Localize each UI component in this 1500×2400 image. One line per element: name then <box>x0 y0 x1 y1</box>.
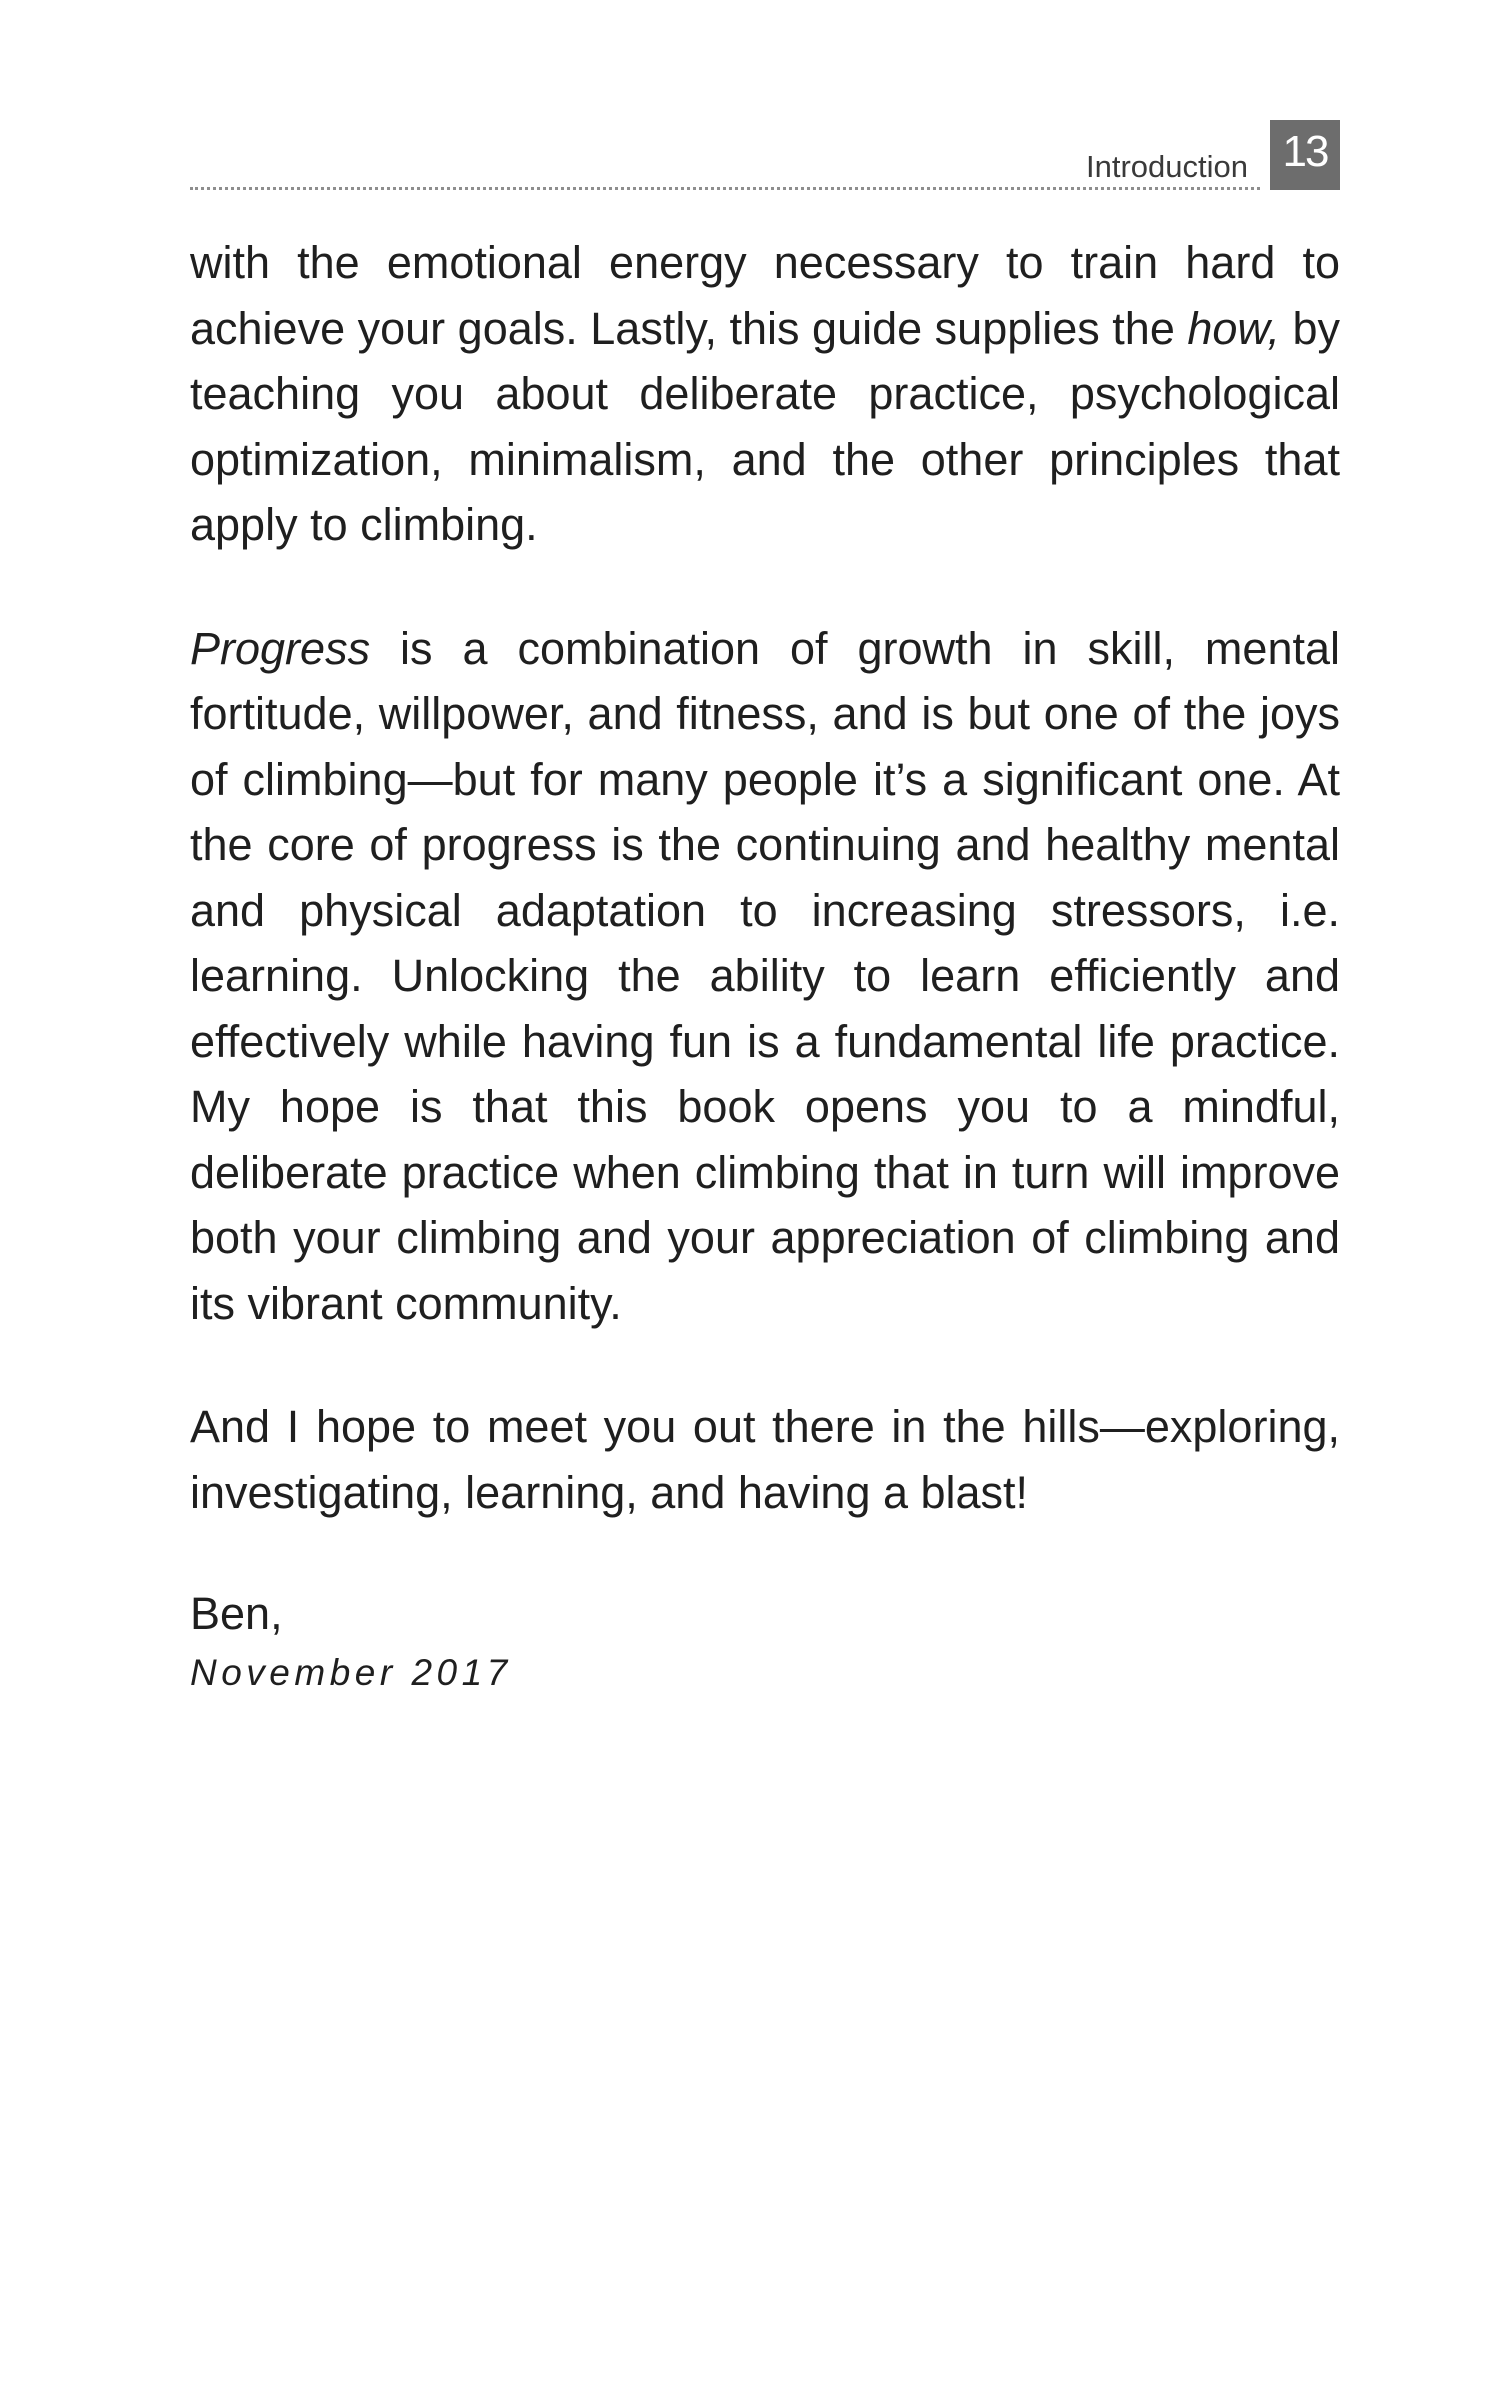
paragraph-1-emphasis: how, <box>1187 302 1280 354</box>
running-header <box>190 120 1340 192</box>
body-text <box>190 230 1340 1701</box>
paragraph-1-text-a: with the emotional energy necessary to train hard to achieve your goals. Lastly, this guide supplies the <box>190 237 1340 354</box>
paragraph-2-text: is a combination of growth in skill, mental fortitude, willpower, and fitness, and is but one of the joys of climbing—but for many people it’s a significant one. At the core of progress is the continuing and healthy mental and physical adaptation to increasing stressors, i.e. learning. Unlocking the ability to learn efficiently and effectively while having fun is a fundamental life practice. My hope is that this book opens you to a mindful, deliberate practice when climbing that in turn will improve both your climbing and your appreciation of climbing and its vibrant community. <box>190 622 1340 1329</box>
header-dotted-rule <box>190 187 1260 190</box>
paragraph-3 <box>190 1394 1340 1525</box>
paragraph-1 <box>190 230 1340 558</box>
paragraph-3-text: And I hope to meet you out there in the hills—exploring, investigating, learning, and having a blast! <box>190 1401 1340 1518</box>
date-line: November 2017 <box>190 1652 512 1693</box>
section-title: Introduction <box>1086 149 1248 184</box>
signoff: Ben, <box>190 1588 283 1639</box>
paragraph-2-emphasis: Progress <box>190 622 371 674</box>
paragraph-2 <box>190 616 1340 1337</box>
page-number: 13 <box>1270 120 1340 190</box>
paragraph-1-text-b: by teaching you about deliberate practice, psychological optimization, minimalism, and the other principles that apply to climbing. <box>190 302 1340 550</box>
